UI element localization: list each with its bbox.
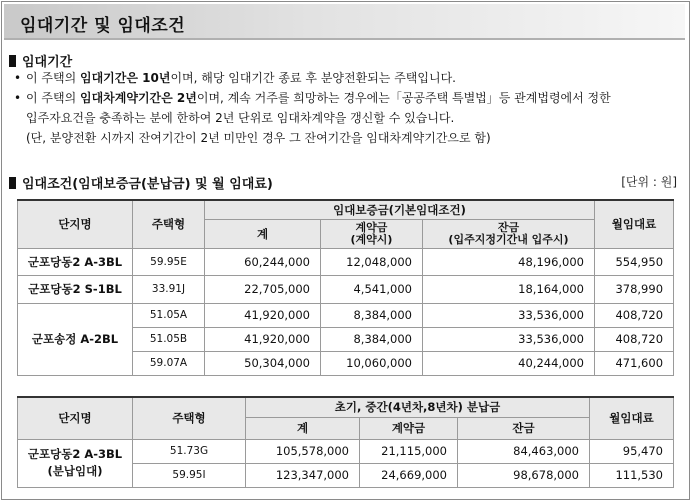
header-contract: 계약금 (계약시) [321, 219, 423, 248]
header-complex: 단지명 [18, 397, 133, 439]
bullet-dot-icon: • [14, 91, 22, 105]
complex-name: 군포당동2 A-3BL [18, 248, 133, 275]
lease-period-title-text: 임대기간 [22, 55, 73, 70]
lease-period-bullet-2: • 이 주택의 임대차계약기간은 2년이며, 계속 거주를 희망하는 경우에는「공공주택 특별법」등 관계법령에서 정한 입주자요건을 충족하는 분에 한하여 2년 단위로 임대차계약을 갱신할 수 있습니다. (단, 분양전환 시까지 잔여기간이 2년 미만인 경우 그 잔여기간을 임대차계약기간으로 함) [8, 88, 688, 148]
monthly-rent: 378,990 [595, 275, 674, 303]
installment-total: 105,578,000 [246, 439, 360, 463]
header-rent: 월임대료 [595, 200, 674, 248]
header-type: 주택형 [133, 397, 246, 439]
installment-total: 123,347,000 [246, 463, 360, 487]
installment-contract: 21,115,000 [360, 439, 458, 463]
deposit-total: 41,920,000 [205, 303, 321, 327]
table-row [18, 275, 674, 303]
deposit-contract: 4,541,000 [321, 275, 423, 303]
header-balance: 잔금 (입주지정기간내 입주시) [423, 219, 595, 248]
deposit-balance: 33,536,000 [423, 327, 595, 351]
monthly-rent: 408,720 [595, 303, 674, 327]
header-balance: 잔금 [458, 417, 590, 439]
header-contract: 계약금 [360, 417, 458, 439]
header-rent: 월임대료 [590, 397, 674, 439]
header-installment-group: 초기, 중간(4년차,8년차) 분납금 [246, 397, 590, 417]
lease-period-bullets [8, 68, 688, 148]
bullet-dot-icon: • [14, 71, 22, 85]
house-type: 59.95I [133, 463, 246, 487]
deposit-contract: 12,048,000 [321, 248, 423, 275]
lease-terms-title-text: 임대조건(임대보증금(분납금) 및 월 임대료) [22, 177, 273, 192]
bullet-2-line-2: 입주자요건을 충족하는 분에 한하여 2년 단위로 임대차계약을 갱신할 수 있습니다. [26, 111, 455, 125]
house-type: 51.05B [133, 327, 205, 351]
deposit-total: 41,920,000 [205, 327, 321, 351]
deposit-total: 60,244,000 [205, 248, 321, 275]
house-type: 51.05A [133, 303, 205, 327]
deposit-contract: 10,060,000 [321, 351, 423, 375]
lease-period-bullet-1: • 이 주택의 임대기간은 10년이며, 해당 임대기간 종료 후 분양전환되는 주택입니다. [8, 68, 688, 88]
complex-name: 군포당동2 A-3BL (분납임대) [18, 439, 133, 487]
monthly-rent: 111,530 [590, 463, 674, 487]
complex-name: 군포송정 A-2BL [18, 303, 133, 375]
deposit-balance: 40,244,000 [423, 351, 595, 375]
square-bullet-icon [9, 177, 16, 189]
deposit-total: 22,705,000 [205, 275, 321, 303]
deposit-balance: 18,164,000 [423, 275, 595, 303]
monthly-rent: 95,470 [590, 439, 674, 463]
lease-terms-title [9, 173, 273, 192]
section-header [4, 4, 685, 40]
house-type: 33.91J [133, 275, 205, 303]
house-type: 59.95E [133, 248, 205, 275]
header-deposit-group: 임대보증금(기본임대조건) [205, 200, 595, 219]
table-row [18, 248, 674, 275]
deposit-balance: 48,196,000 [423, 248, 595, 275]
bullet-2-line-3: (단, 분양전환 시까지 잔여기간이 2년 미만인 경우 그 잔여기간을 임대차계약기간으로 함) [26, 131, 491, 145]
header-complex: 단지명 [18, 200, 133, 248]
house-type: 59.07A [133, 351, 205, 375]
installment-contract: 24,669,000 [360, 463, 458, 487]
deposit-contract: 8,384,000 [321, 303, 423, 327]
monthly-rent: 554,950 [595, 248, 674, 275]
complex-name: 군포당동2 S-1BL [18, 275, 133, 303]
monthly-rent: 408,720 [595, 327, 674, 351]
installment-balance: 98,678,000 [458, 463, 590, 487]
page-title: 임대기간 및 임대조건 [20, 16, 186, 36]
square-bullet-icon [9, 55, 16, 67]
monthly-rent: 471,600 [595, 351, 674, 375]
header-type: 주택형 [133, 200, 205, 248]
table-row [18, 303, 674, 327]
installment-table [17, 396, 674, 488]
deposit-contract: 8,384,000 [321, 327, 423, 351]
header-total: 계 [205, 219, 321, 248]
header-total: 계 [246, 417, 360, 439]
installment-balance: 84,463,000 [458, 439, 590, 463]
house-type: 51.73G [133, 439, 246, 463]
rental-deposit-table [17, 199, 674, 376]
deposit-balance: 33,536,000 [423, 303, 595, 327]
unit-label: [단위 : 원] [621, 175, 677, 189]
deposit-total: 50,304,000 [205, 351, 321, 375]
table-row [18, 439, 674, 463]
